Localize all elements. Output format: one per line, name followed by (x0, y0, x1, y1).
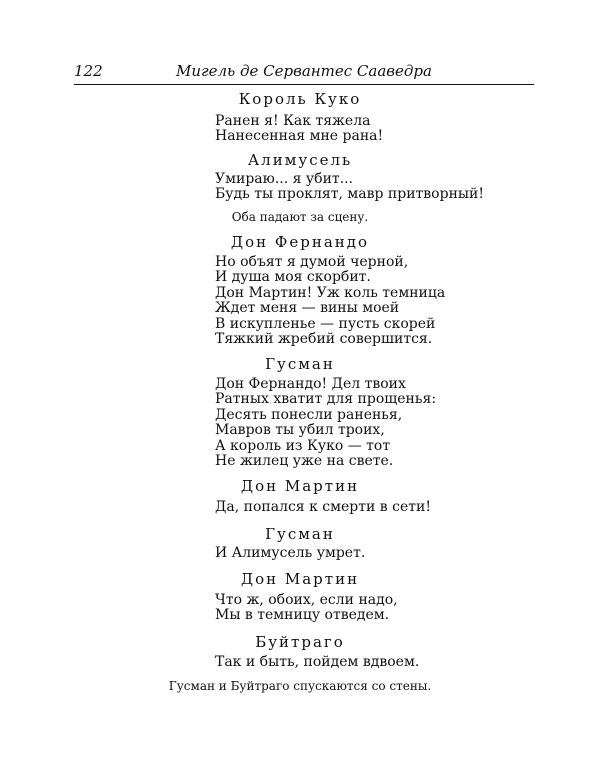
speaker-don-martin: Дон Мартин (240, 570, 360, 588)
speech-gusman (215, 546, 365, 561)
speech-line: А король из Куко — тот (215, 437, 391, 454)
speech-king-cuco (215, 114, 383, 145)
speech-line: Десять понесли раненья, (215, 406, 403, 423)
speech-line: Мавров ты убил троих, (215, 422, 385, 439)
speech-buitrago (215, 655, 419, 670)
speaker-don-fernando: Дон Фернандо (230, 233, 370, 251)
speech-line: Ждет меня — вины моей (215, 300, 400, 317)
speech-line: Но объят я думой черной, (215, 254, 409, 270)
speaker-don-martin: Дон Мартин (240, 477, 360, 495)
page-header (74, 62, 534, 85)
speech-line: Будь ты проклят, мавр притворный! (215, 186, 485, 203)
speech-line: Так и быть, пойдем вдвоем. (215, 654, 420, 670)
speech-gusman (215, 377, 436, 469)
speech-don-martin (215, 500, 431, 515)
speech-line: И душа моя скорбит. (215, 269, 371, 286)
speech-line: Нанесенная мне рана! (215, 128, 384, 145)
speech-line: Не жилец уже на свете. (215, 453, 394, 470)
speech-line: Да, попался к смерти в сети! (215, 499, 431, 515)
speech-line: Дон Мартин! Уж коль темница (215, 284, 446, 301)
speech-don-martin (215, 593, 398, 624)
speech-line: Дон Фернандо! Дел твоих (215, 376, 406, 392)
speaker-king-cuco: Король Куко (238, 90, 362, 108)
speaker-buitrago: Буйтраго (255, 633, 345, 651)
speaker-alimusel: Алимусель (247, 151, 353, 169)
speech-line: Мы в темницу отведем. (215, 607, 390, 624)
speech-line: Ратных хватит для прощенья: (215, 391, 437, 408)
speech-line: И Алимусель умрет. (215, 545, 366, 561)
speech-line: Тяжкий жребий совершится. (215, 331, 433, 348)
speaker-gusman: Гусман (265, 355, 335, 373)
running-head: Мигель де Сервантес Сааведра (176, 62, 432, 80)
speech-don-fernando (215, 255, 445, 347)
stage-direction-descend: Гусман и Буйтраго спускаются со стены. (168, 679, 432, 693)
speech-alimusel (215, 172, 484, 203)
speech-line: Ранен я! Как тяжела (215, 113, 371, 129)
speech-line: Что ж, обоих, если надо, (215, 592, 398, 608)
speaker-gusman: Гусман (265, 525, 335, 543)
stage-direction-falling: Оба падают за сцену. (231, 210, 369, 224)
page-number: 122 (74, 62, 103, 80)
speech-line: Умираю... я убит... (215, 171, 354, 187)
speech-line: В искупленье — пусть скорей (215, 315, 436, 332)
